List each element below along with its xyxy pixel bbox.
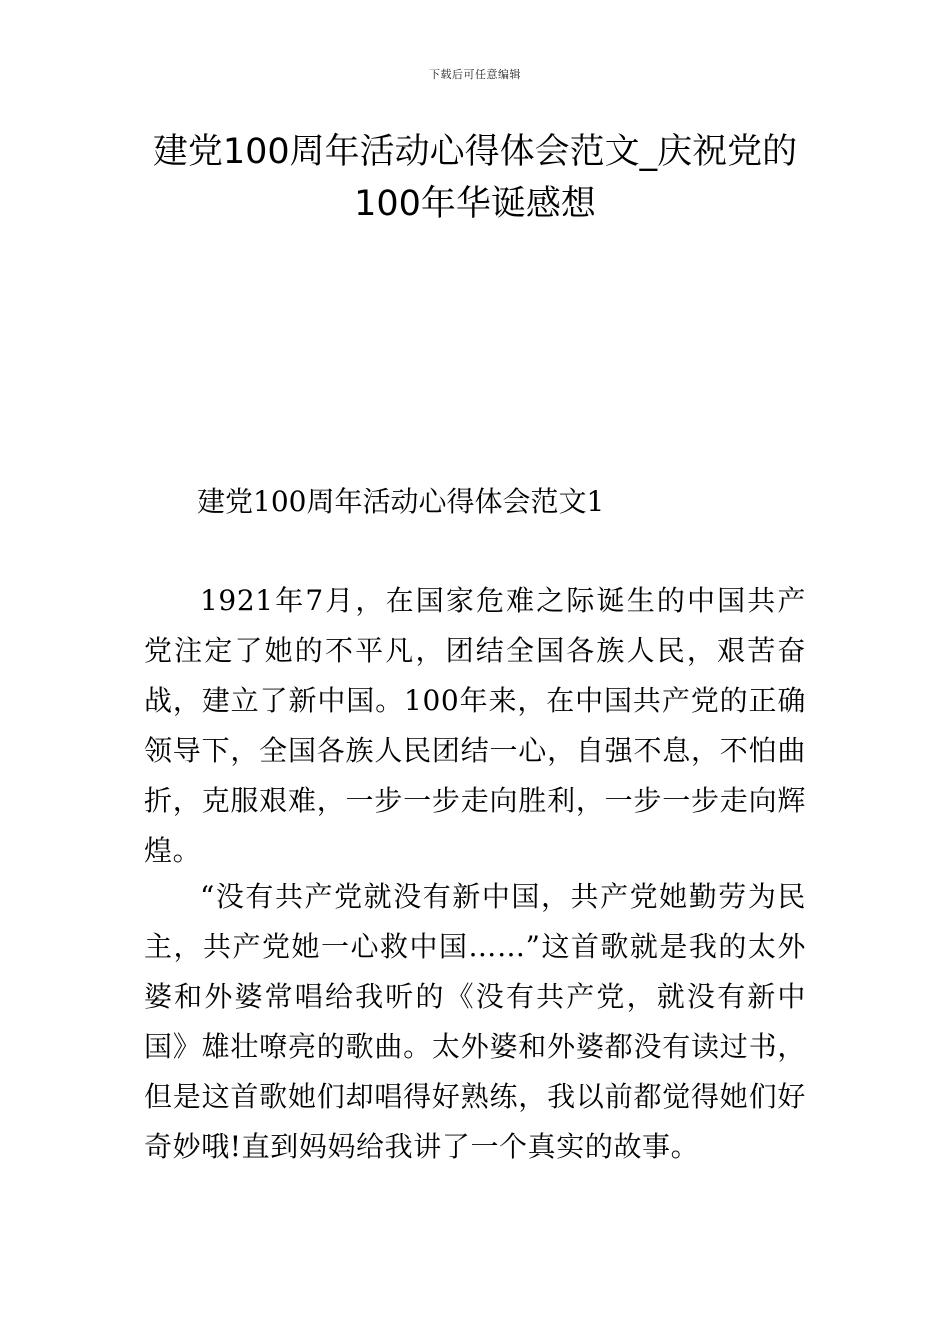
paragraph: “没有共产党就没有新中国，共产党她勤劳为民主，共产党她一心救中国……”这首歌就是我的太外婆和外婆常唱给我听的《没有共产党，就没有新中国》雄壮嘹亮的歌曲。太外婆和外婆都没有读过书，但是这首歌她们却唱得好熟练，我以前都觉得她们好奇妙哦!直到妈妈给我讲了一个真实的故事。 (144, 880, 806, 1163)
document-title-line-1: 建党100周年活动心得体会范文_庆祝党的 (152, 132, 798, 172)
document-title-line-2: 100年华诞感想 (354, 184, 596, 224)
section-heading: 建党100周年活动心得体会范文1 (197, 485, 605, 518)
document-title (100, 126, 850, 230)
paragraph: 1921年7月，在国家危难之际诞生的中国共产党注定了她的不平凡，团结全国各族人民，艰苦奋战，建立了新中国。100年来，在中国共产党的正确领导下，全国各族人民团结一心，自强不息，不怕曲折，克服艰难，一步一步走向胜利，一步一步走向辉煌。 (144, 584, 806, 867)
header-note: 下载后可任意编辑 (429, 68, 521, 81)
paragraph-block-1 (144, 576, 806, 876)
paragraph-block-2 (144, 872, 806, 1172)
